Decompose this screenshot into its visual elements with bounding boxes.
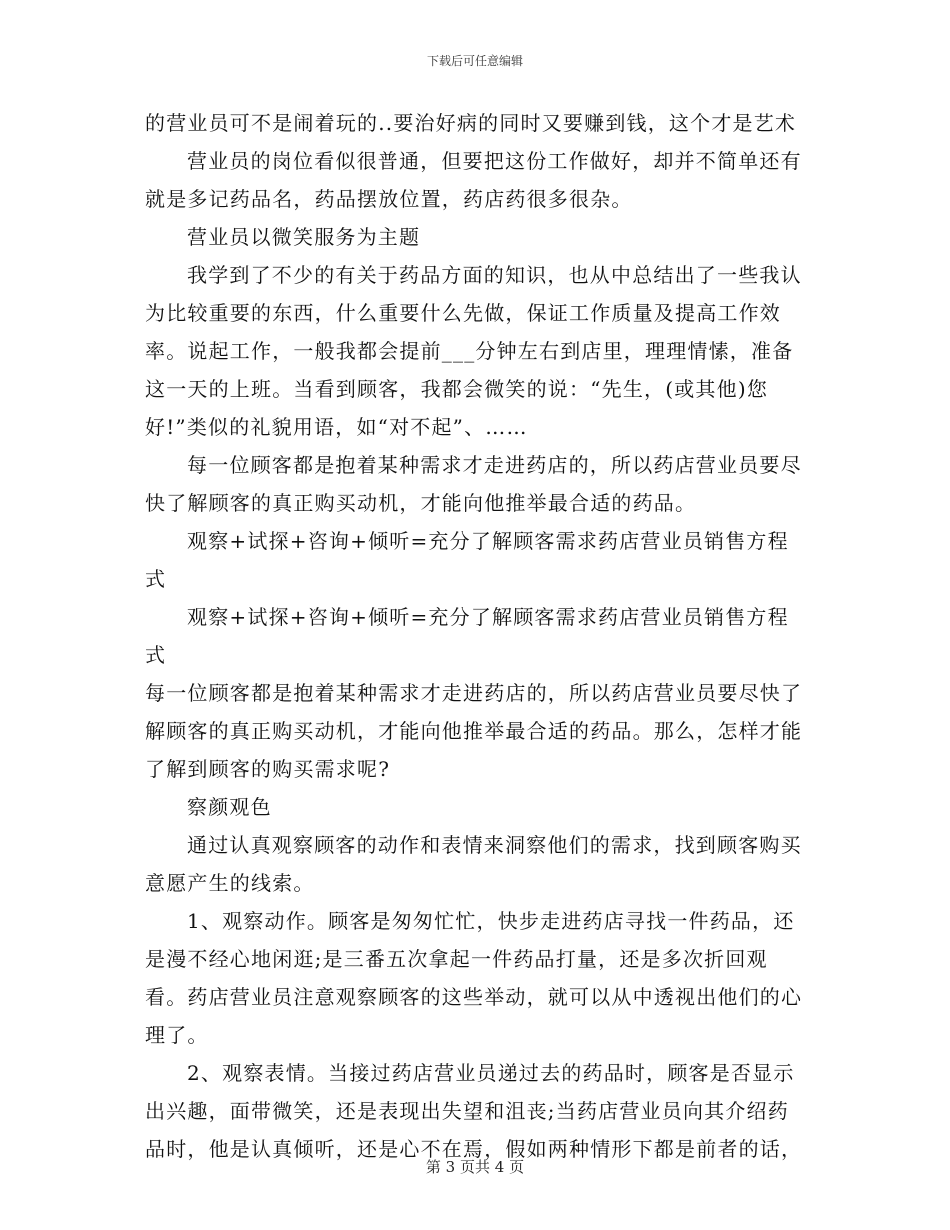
paragraph: 通过认真观察顾客的动作和表情来洞察他们的需求，找到顾客购买意愿产生的线索。 [145, 833, 802, 895]
list-item: 1、观察动作。顾客是匆匆忙忙，快步走进药店寻找一件药品，还是漫不经心地闲逛;是三番五次拿起一件药品打量，还是多次折回观看。药店营业员注意观察顾客的这些举动，就可以从中透视出他们的心理了。 [145, 909, 803, 1047]
list-item: 2、观察表情。当接过药店营业员递过去的药品时，顾客是否显示出兴趣，面带微笑，还是表现出失望和沮丧;当药店营业员向其介绍药品时，他是认真倾听，还是心不在焉，假如两种情形下都是前者的话， [145, 1061, 803, 1161]
paragraph: 营业员的岗位看似很普通，但要把这份工作做好，却并不简单还有就是多记药品名，药品摆放位置，药店药很多很杂。 [145, 149, 802, 211]
paragraph: 观察+试探+咨询+倾听=充分了解顾客需求药店营业员销售方程式 [145, 529, 789, 591]
paragraph: 观察+试探+咨询+倾听=充分了解顾客需求药店营业员销售方程式 [145, 605, 789, 667]
paragraph: 的营业员可不是闹着玩的..要治好病的同时又要赚到钱，这个才是艺术 [145, 111, 797, 135]
document-body [145, 104, 810, 1168]
paragraph: 营业员以微笑服务为主题 [187, 225, 421, 249]
section-heading: 察颜观色 [187, 795, 272, 819]
paragraph: 每一位顾客都是抱着某种需求才走进药店的，所以药店营业员要尽快了解顾客的真正购买动机，才能向他推举最合适的药品。那么，怎样才能了解到顾客的购买需求呢? [145, 681, 803, 781]
paragraph: 我学到了不少的有关于药品方面的知识，也从中总结出了一些我认为比较重要的东西，什么重要什么先做，保证工作质量及提高工作效率。说起工作，一般我都会提前___分钟左右到店里，理理情愫，准备这一天的上班。当看到顾客，我都会微笑的说：“先生，(或其他)您好!”类似的礼貌用语，如“对不起”、…… [145, 263, 802, 439]
page-number: 第 3 页共 4 页 [425, 1158, 525, 1176]
paragraph: 每一位顾客都是抱着某种需求才走进药店的，所以药店营业员要尽快了解顾客的真正购买动机，才能向他推举最合适的药品。 [145, 453, 802, 515]
page-header-note: 下载后可任意编辑 [426, 54, 523, 68]
